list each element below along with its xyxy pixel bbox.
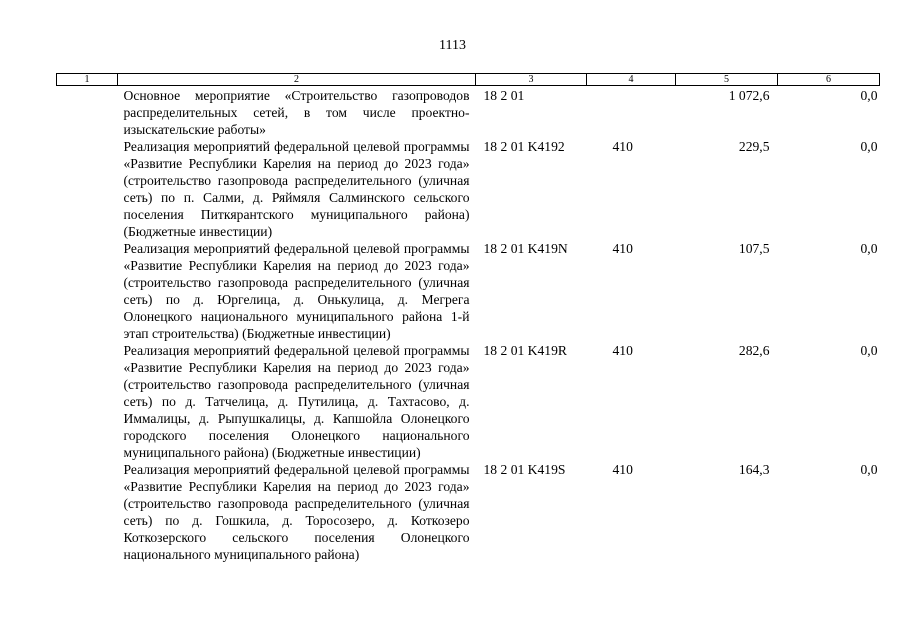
expense-type-cell: 410 xyxy=(612,139,633,154)
table-row xyxy=(57,461,880,563)
table-row xyxy=(57,138,880,240)
item-name-cell: Основное мероприятие «Строительство газопроводов распределительных сетей, в том числе проектно-изыскательские работы» xyxy=(123,88,470,137)
amount-second-cell: 0,0 xyxy=(860,462,878,477)
target-code-cell: 18 2 01 K419R xyxy=(483,343,567,358)
amount-cell: 229,5 xyxy=(738,139,770,154)
header-col-5: 5 xyxy=(676,74,778,86)
amount-cell: 164,3 xyxy=(738,462,770,477)
expense-type-cell: 410 xyxy=(612,462,633,477)
row-number-cell xyxy=(57,461,118,563)
expense-type-cell: 410 xyxy=(612,343,633,358)
header-col-4: 4 xyxy=(587,74,676,86)
amount-cell: 107,5 xyxy=(738,241,770,256)
header-col-6: 6 xyxy=(778,74,880,86)
expense-type-cell: 410 xyxy=(612,241,633,256)
item-name-cell: Реализация мероприятий федеральной целевой программы «Развитие Республики Карелия на период до 2023 года» (строительство газопровода распределительного (уличная сеть) по д. Юргелица, д. Онькулица, д. Мегрега Олонецкого национального муниципального района 1-й этап строительства) (Бюджетные инвестиции) xyxy=(123,241,470,341)
target-code-cell: 18 2 01 xyxy=(483,88,525,103)
table-row xyxy=(57,86,880,139)
amount-second-cell: 0,0 xyxy=(860,88,878,103)
item-name-cell: Реализация мероприятий федеральной целевой программы «Развитие Республики Карелия на период до 2023 года» (строительство газопровода распределительного (уличная сеть) по д. Гошкила, д. Торосозеро, д. Коткозеро Коткозерского сельского поселения Олонецкого национального муниципального района) xyxy=(123,462,470,562)
amount-cell: 1 072,6 xyxy=(728,88,770,103)
item-name-cell: Реализация мероприятий федеральной целевой программы «Развитие Республики Карелия на период до 2023 года» (строительство газопровода распределительного (уличная сеть) по д. Татчелица, д. Путилица, д. Тахтасово, д. Иммалицы, д. Рыпушкалицы, д. Капшойла Олонецкого городского поселения Олонецкого национального муниципального района) (Бюджетные инвестиции) xyxy=(123,343,470,460)
amount-second-cell: 0,0 xyxy=(860,343,878,358)
item-name-cell: Реализация мероприятий федеральной целевой программы «Развитие Республики Карелия на период до 2023 года» (строительство газопровода распределительного (уличная сеть) по п. Салми, д. Ряймяля Салминского сельского поселения Питкярантского муниципального района) (Бюджетные инвестиции) xyxy=(123,139,470,239)
budget-table xyxy=(56,73,880,563)
table-row xyxy=(57,342,880,461)
amount-second-cell: 0,0 xyxy=(860,241,878,256)
target-code-cell: 18 2 01 K419S xyxy=(483,462,566,477)
row-number-cell xyxy=(57,240,118,342)
amount-cell: 282,6 xyxy=(738,343,770,358)
header-col-3: 3 xyxy=(476,74,587,86)
page-number: 1113 xyxy=(439,38,466,53)
header-row xyxy=(57,74,880,86)
header-col-2: 2 xyxy=(118,74,476,86)
amount-second-cell: 0,0 xyxy=(860,139,878,154)
row-number-cell xyxy=(57,86,118,139)
expense-type-cell xyxy=(587,86,676,139)
table-row xyxy=(57,240,880,342)
target-code-cell: 18 2 01 K419N xyxy=(483,241,568,256)
table-body xyxy=(57,86,880,564)
table-header xyxy=(57,74,880,86)
row-number-cell xyxy=(57,138,118,240)
header-col-1: 1 xyxy=(57,74,118,86)
target-code-cell: 18 2 01 K4192 xyxy=(483,139,565,154)
row-number-cell xyxy=(57,342,118,461)
